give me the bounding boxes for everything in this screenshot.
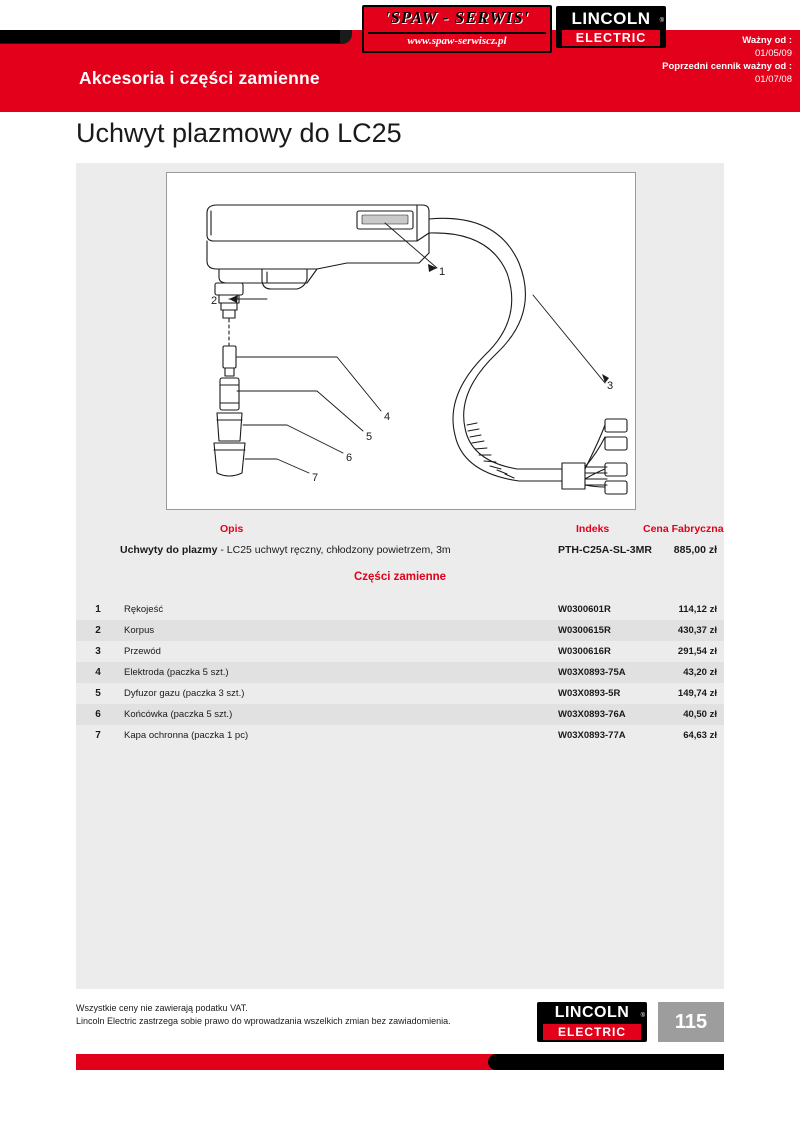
part-name: Dyfuzor gazu (paczka 3 szt.) xyxy=(124,688,245,699)
product-diagram xyxy=(166,172,636,510)
main-product-detail: - LC25 uchwyt ręczny, chłodzony powietrzem, 3m xyxy=(217,544,451,556)
part-price: 64,63 zł xyxy=(683,730,717,741)
callout-4: 4 xyxy=(384,411,391,423)
part-index: W0300601R xyxy=(558,604,611,615)
validity-info xyxy=(662,34,792,86)
footer-note-line-2: Lincoln Electric zastrzega sobie prawo do wprowadzania wszelkich zmian bez zawiadomienia. xyxy=(76,1016,451,1026)
content-panel xyxy=(76,163,724,989)
part-name: Rękojeść xyxy=(124,604,164,615)
part-price: 40,50 zł xyxy=(683,709,717,720)
part-name: Przewód xyxy=(124,646,161,657)
part-name: Elektroda (paczka 5 szt.) xyxy=(124,667,229,678)
main-product-name: Uchwyty do plazmy xyxy=(120,544,218,556)
table-row xyxy=(76,704,724,725)
main-product-description xyxy=(120,544,451,556)
footer-black-band xyxy=(488,1054,724,1070)
column-header-index: Indeks xyxy=(576,523,610,535)
part-price: 43,20 zł xyxy=(683,667,717,678)
previous-price-list-label: Poprzedni cennik ważny od : xyxy=(662,61,792,72)
part-number: 3 xyxy=(95,646,101,657)
main-product-price: 885,00 zł xyxy=(673,544,717,556)
page-header xyxy=(0,0,800,112)
table-header-row xyxy=(76,523,724,539)
part-name: Kapa ochronna (paczka 1 pc) xyxy=(124,730,249,741)
part-index: W03X0893-76A xyxy=(558,709,626,720)
spaw-serwis-logo-divider xyxy=(368,32,546,34)
valid-from-label: Ważny od : xyxy=(742,35,792,46)
plasma-torch-drawing xyxy=(167,173,635,509)
valid-from-date: 01/05/09 xyxy=(755,48,792,59)
part-price: 114,12 zł xyxy=(678,604,717,615)
lincoln-logo-word-electric: ELECTRIC xyxy=(543,1024,641,1040)
spare-parts-table xyxy=(76,599,724,746)
table-row xyxy=(76,620,724,641)
part-number: 7 xyxy=(95,730,101,741)
spaw-serwis-logo-url: www.spaw-serwiscz.pl xyxy=(407,35,507,47)
callout-7: 7 xyxy=(312,472,319,484)
part-index: W03X0893-5R xyxy=(558,688,621,699)
part-index: W03X0893-77A xyxy=(558,730,626,741)
part-name: Końcówka (paczka 5 szt.) xyxy=(124,709,233,720)
lincoln-electric-logo-footer xyxy=(537,1002,647,1042)
part-number: 2 xyxy=(95,625,101,636)
table-row xyxy=(76,662,724,683)
page-title: Uchwyt plazmowy do LC25 xyxy=(76,118,402,148)
callout-2: 2 xyxy=(211,295,218,307)
part-index: W0300616R xyxy=(558,646,611,657)
part-price: 149,74 zł xyxy=(677,688,717,699)
column-header-description: Opis xyxy=(220,523,244,535)
spare-parts-body xyxy=(76,599,724,746)
table-row xyxy=(76,683,724,704)
footer-disclaimer xyxy=(76,1002,451,1028)
callout-6: 6 xyxy=(346,452,353,464)
footer-note-line-1: Wszystkie ceny nie zawierają podatku VAT. xyxy=(76,1003,248,1013)
part-price: 430,37 zł xyxy=(677,625,717,636)
section-title: Akcesoria i części zamienne xyxy=(79,68,320,88)
lincoln-logo-word-lincoln: LINCOLN xyxy=(554,1004,630,1021)
table-row xyxy=(76,725,724,746)
spaw-serwis-logo-name: 'SPAW - SERWIS' xyxy=(384,8,530,27)
part-index: W0300615R xyxy=(558,625,611,636)
header-black-band-inner xyxy=(0,30,340,43)
main-product-row xyxy=(76,544,724,561)
table-row xyxy=(76,599,724,620)
previous-price-list-date: 01/07/08 xyxy=(755,74,792,85)
table-row xyxy=(76,641,724,662)
column-header-price: Cena Fabryczna xyxy=(643,523,724,535)
registered-trademark-icon: ® xyxy=(640,1013,645,1019)
spaw-serwis-logo xyxy=(362,5,552,53)
callout-5: 5 xyxy=(366,431,373,443)
part-number: 1 xyxy=(95,604,101,615)
page-number-badge: 115 xyxy=(658,1002,724,1042)
lincoln-logo-word-electric: ELECTRIC xyxy=(562,30,660,46)
part-name: Korpus xyxy=(124,625,155,636)
part-number: 5 xyxy=(95,688,101,699)
part-price: 291,54 zł xyxy=(677,646,717,657)
registered-trademark-icon: ® xyxy=(659,18,664,24)
part-number: 4 xyxy=(95,667,101,678)
part-index: W03X0893-75A xyxy=(558,667,626,678)
lincoln-electric-logo-header xyxy=(556,6,666,48)
spare-parts-title: Części zamienne xyxy=(353,571,447,583)
part-number: 6 xyxy=(95,709,101,720)
callout-3: 3 xyxy=(607,380,614,392)
callout-1: 1 xyxy=(439,266,446,278)
lincoln-logo-word-lincoln: LINCOLN xyxy=(571,9,651,28)
main-product-index: PTH-C25A-SL-3MR xyxy=(558,544,652,556)
